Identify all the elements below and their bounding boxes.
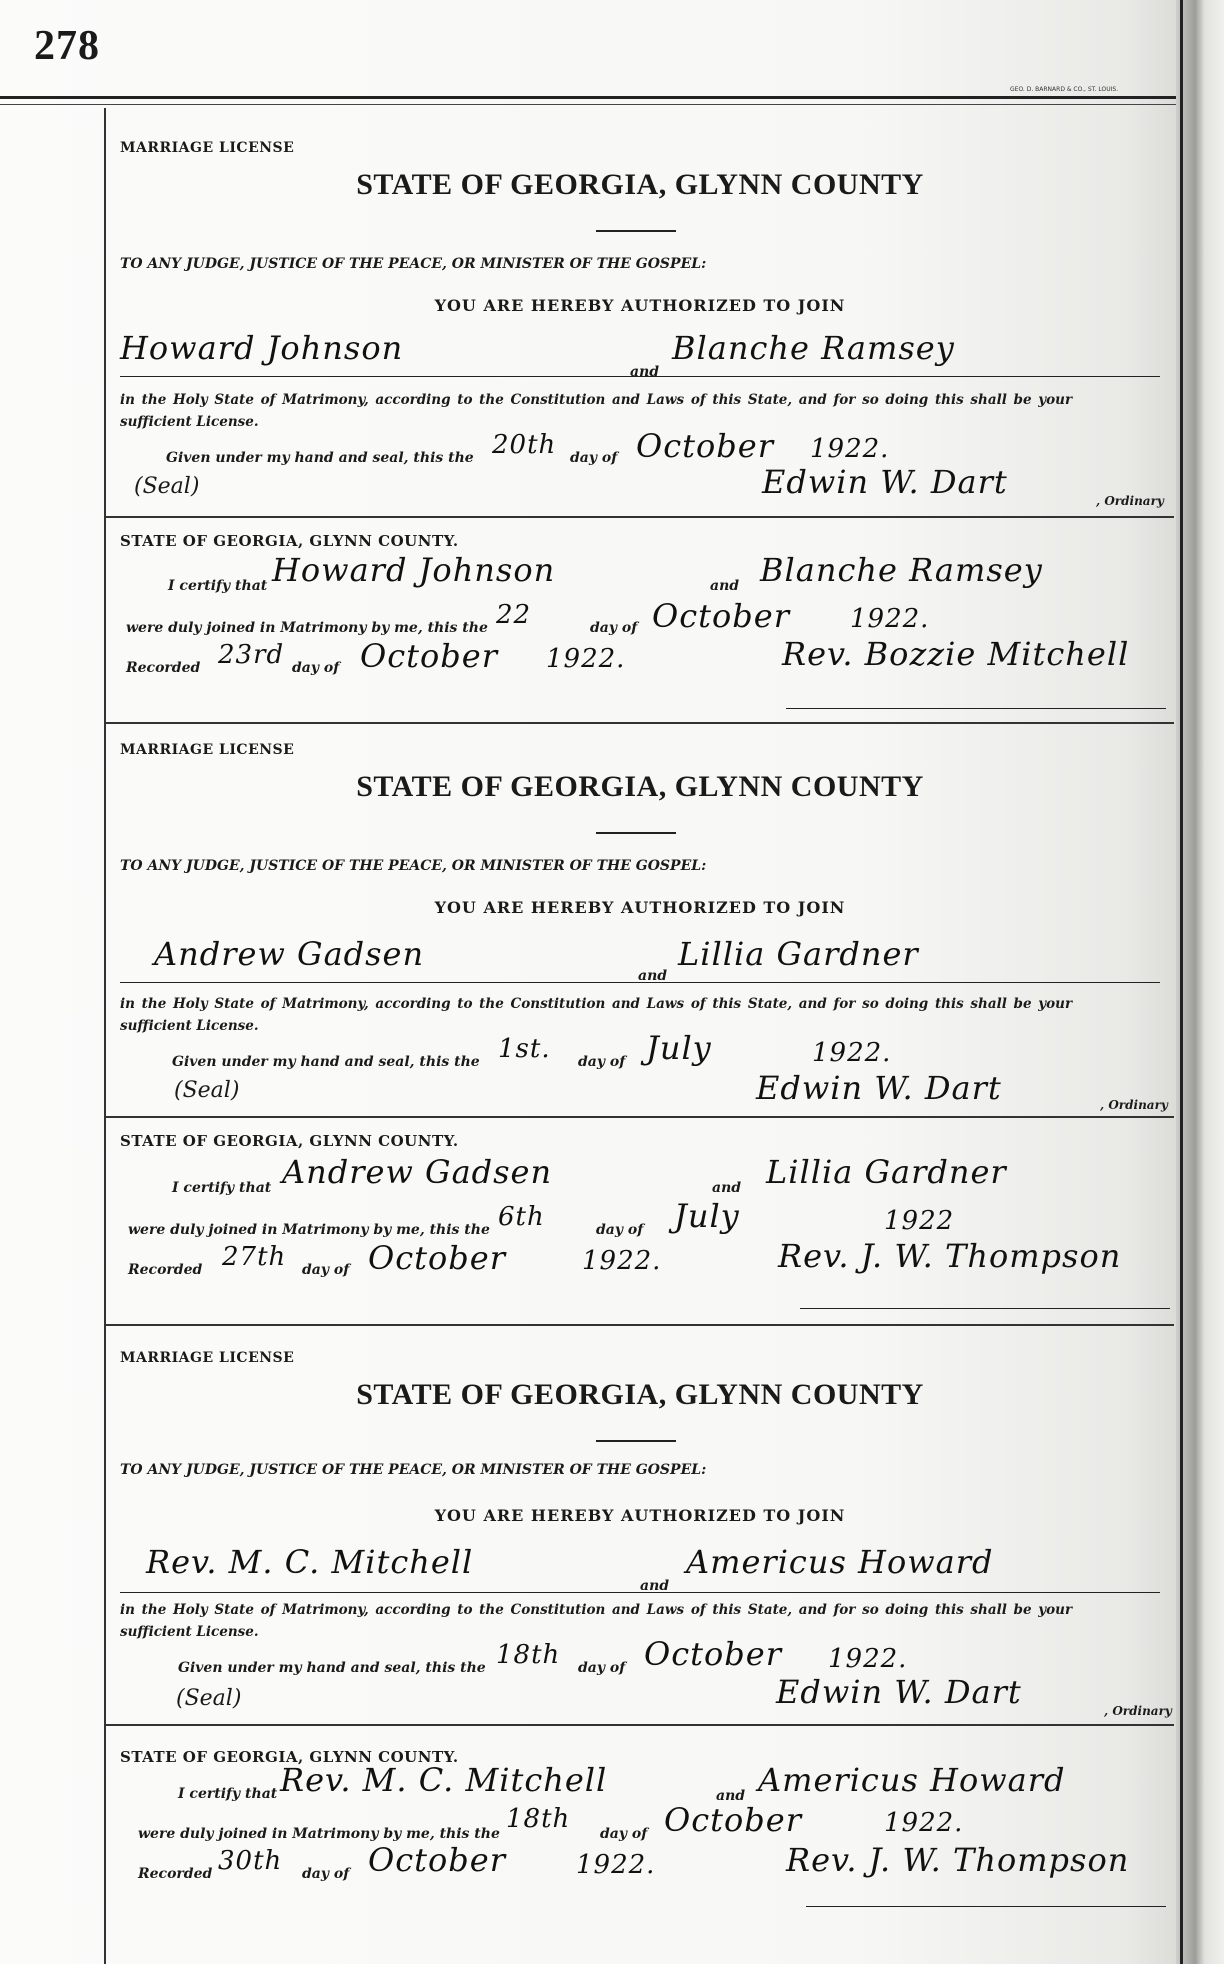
page-number: 278 bbox=[34, 23, 100, 69]
ordinary-label: , Ordinary bbox=[1104, 1704, 1172, 1718]
joined-label: were duly joined in Matrimony by me, this the bbox=[126, 620, 488, 636]
recorded-month: October bbox=[368, 1239, 506, 1277]
authorized-line: YOU ARE HEREBY AUTHORIZED TO JOIN bbox=[434, 296, 846, 315]
certificate-section-2 bbox=[106, 1118, 1174, 1318]
license-heading: MARRIAGE LICENSE bbox=[120, 742, 295, 758]
license-month: July bbox=[646, 1029, 712, 1067]
day-of-label: day of bbox=[302, 1262, 350, 1278]
day-of-label: day of bbox=[578, 1660, 626, 1676]
and-label: and bbox=[716, 1788, 746, 1804]
day-of-label: day of bbox=[570, 450, 618, 466]
sufficient-license: sufficient License. bbox=[120, 1624, 259, 1640]
ordinary-signature: Edwin W. Dart bbox=[776, 1673, 1022, 1711]
signature-line bbox=[786, 708, 1166, 709]
recorded-day: 23rd bbox=[218, 640, 285, 670]
top-rule bbox=[0, 96, 1180, 99]
authorized-line: YOU ARE HEREBY AUTHORIZED TO JOIN bbox=[434, 898, 846, 917]
certified-groom: Howard Johnson bbox=[272, 551, 556, 589]
certificate-section-1 bbox=[106, 518, 1174, 718]
officiant-signature: Rev. Bozzie Mitchell bbox=[782, 635, 1130, 673]
title-rule bbox=[596, 1440, 676, 1442]
ordinary-signature: Edwin W. Dart bbox=[756, 1069, 1002, 1107]
recorded-label: Recorded bbox=[126, 660, 201, 676]
certified-bride: Blanche Ramsey bbox=[760, 551, 1043, 589]
given-label: Given under my hand and seal, this the bbox=[172, 1054, 480, 1070]
state-title: STATE OF GEORGIA, GLYNN COUNTY bbox=[356, 1378, 924, 1411]
groom-name: Andrew Gadsen bbox=[154, 935, 425, 973]
printer-imprint: GEO. D. BARNARD & CO., ST. LOUIS. bbox=[1010, 86, 1119, 93]
given-label: Given under my hand and seal, this the bbox=[178, 1660, 486, 1676]
day-of-label: day of bbox=[578, 1054, 626, 1070]
certify-label: I certify that bbox=[172, 1180, 272, 1196]
and-label: and bbox=[638, 968, 668, 984]
license-section-2 bbox=[106, 712, 1174, 1112]
state-title: STATE OF GEORGIA, GLYNN COUNTY bbox=[356, 770, 924, 803]
ordinary-label: , Ordinary bbox=[1096, 494, 1164, 508]
and-label: and bbox=[710, 578, 740, 594]
day-of-label: day of bbox=[292, 660, 340, 676]
authorized-line: YOU ARE HEREBY AUTHORIZED TO JOIN bbox=[434, 1506, 846, 1525]
license-heading: MARRIAGE LICENSE bbox=[120, 1350, 295, 1366]
signature-line bbox=[800, 1308, 1170, 1309]
certified-groom: Andrew Gadsen bbox=[282, 1153, 553, 1191]
joined-day: 22 bbox=[496, 600, 532, 630]
license-month: October bbox=[644, 1635, 782, 1673]
matrimony-clause: in the Holy State of Matrimony, according to the Constitution and Laws of this State, and for so doing this shall be your bbox=[120, 996, 1073, 1012]
joined-month: October bbox=[652, 597, 790, 635]
groom-name: Rev. M. C. Mitchell bbox=[146, 1543, 474, 1581]
recorded-year: 1922. bbox=[546, 644, 626, 674]
seal-mark: (Seal) bbox=[174, 1078, 240, 1103]
seal-mark: (Seal) bbox=[134, 474, 200, 499]
bride-name: Lillia Gardner bbox=[678, 935, 919, 973]
joined-day: 18th bbox=[506, 1804, 571, 1834]
joined-label: were duly joined in Matrimony by me, this the bbox=[128, 1222, 490, 1238]
ordinary-signature: Edwin W. Dart bbox=[762, 463, 1008, 501]
license-day: 18th bbox=[496, 1640, 561, 1670]
day-of-label: day of bbox=[596, 1222, 644, 1238]
matrimony-clause: in the Holy State of Matrimony, according to the Constitution and Laws of this State, and for so doing this shall be your bbox=[120, 392, 1073, 408]
license-day: 20th bbox=[492, 430, 557, 460]
license-section-1 bbox=[106, 110, 1174, 508]
seal-mark: (Seal) bbox=[176, 1686, 242, 1711]
day-of-label: day of bbox=[590, 620, 638, 636]
joined-year: 1922. bbox=[884, 1808, 964, 1838]
and-label: and bbox=[712, 1180, 742, 1196]
given-label: Given under my hand and seal, this the bbox=[166, 450, 474, 466]
certify-label: I certify that bbox=[168, 578, 268, 594]
names-fill-line bbox=[120, 982, 1160, 983]
license-year: 1922. bbox=[810, 434, 890, 464]
certified-groom: Rev. M. C. Mitchell bbox=[280, 1761, 608, 1799]
bride-name: Americus Howard bbox=[686, 1543, 994, 1581]
license-day: 1st. bbox=[498, 1034, 551, 1064]
sufficient-license: sufficient License. bbox=[120, 414, 259, 430]
gutter-rule bbox=[1180, 0, 1183, 1964]
names-fill-line bbox=[120, 1592, 1160, 1593]
recorded-day: 27th bbox=[222, 1242, 287, 1272]
title-rule bbox=[596, 832, 676, 834]
recorded-day: 30th bbox=[218, 1846, 283, 1876]
joined-year: 1922 bbox=[884, 1206, 955, 1236]
matrimony-clause: in the Holy State of Matrimony, according to the Constitution and Laws of this State, and for so doing this shall be your bbox=[120, 1602, 1073, 1618]
and-label: and bbox=[640, 1578, 670, 1594]
certificate-title: STATE OF GEORGIA, GLYNN COUNTY. bbox=[120, 1132, 459, 1150]
officiant-signature: Rev. J. W. Thompson bbox=[778, 1237, 1122, 1275]
certified-bride: Americus Howard bbox=[758, 1761, 1066, 1799]
license-year: 1922. bbox=[828, 1644, 908, 1674]
top-rule-thin bbox=[0, 104, 1180, 105]
certificate-section-3 bbox=[106, 1726, 1174, 1926]
addressee-line: TO ANY JUDGE, JUSTICE OF THE PEACE, OR MINISTER OF THE GOSPEL: bbox=[120, 1462, 707, 1478]
joined-month: July bbox=[674, 1197, 740, 1235]
license-section-3 bbox=[106, 1320, 1174, 1718]
certificate-title: STATE OF GEORGIA, GLYNN COUNTY. bbox=[120, 1748, 459, 1766]
ordinary-label: , Ordinary bbox=[1100, 1098, 1168, 1112]
sufficient-license: sufficient License. bbox=[120, 1018, 259, 1034]
and-label: and bbox=[630, 364, 660, 380]
license-month: October bbox=[636, 427, 774, 465]
recorded-label: Recorded bbox=[138, 1866, 213, 1882]
certified-bride: Lillia Gardner bbox=[766, 1153, 1007, 1191]
recorded-month: October bbox=[368, 1841, 506, 1879]
addressee-line: TO ANY JUDGE, JUSTICE OF THE PEACE, OR MINISTER OF THE GOSPEL: bbox=[120, 256, 707, 272]
addressee-line: TO ANY JUDGE, JUSTICE OF THE PEACE, OR MINISTER OF THE GOSPEL: bbox=[120, 858, 707, 874]
signature-line bbox=[806, 1906, 1166, 1907]
joined-label: were duly joined in Matrimony by me, this the bbox=[138, 1826, 500, 1842]
day-of-label: day of bbox=[600, 1826, 648, 1842]
certificate-title: STATE OF GEORGIA, GLYNN COUNTY. bbox=[120, 532, 459, 550]
recorded-year: 1922. bbox=[576, 1850, 656, 1880]
book-gutter bbox=[1176, 0, 1224, 1964]
names-fill-line bbox=[120, 376, 1160, 377]
license-year: 1922. bbox=[812, 1038, 892, 1068]
certify-label: I certify that bbox=[178, 1786, 278, 1802]
joined-month: October bbox=[664, 1801, 802, 1839]
license-heading: MARRIAGE LICENSE bbox=[120, 140, 295, 156]
bride-name: Blanche Ramsey bbox=[672, 329, 955, 367]
officiant-signature: Rev. J. W. Thompson bbox=[786, 1841, 1130, 1879]
joined-day: 6th bbox=[498, 1202, 545, 1232]
state-title: STATE OF GEORGIA, GLYNN COUNTY bbox=[356, 168, 924, 201]
day-of-label: day of bbox=[302, 1866, 350, 1882]
recorded-label: Recorded bbox=[128, 1262, 203, 1278]
recorded-month: October bbox=[360, 637, 498, 675]
groom-name: Howard Johnson bbox=[120, 329, 404, 367]
joined-year: 1922. bbox=[850, 604, 930, 634]
title-rule bbox=[596, 230, 676, 232]
recorded-year: 1922. bbox=[582, 1246, 662, 1276]
